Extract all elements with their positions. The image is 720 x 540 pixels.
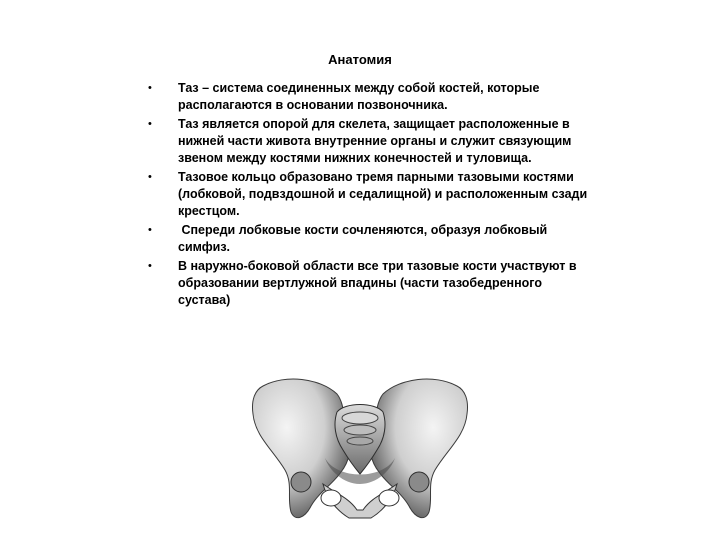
bullet-list xyxy=(148,80,588,311)
bullet-icon: • xyxy=(148,260,152,272)
list-item xyxy=(148,116,588,167)
vertebra xyxy=(344,425,376,435)
bullet-text: Тазовое кольцо образовано тремя парными тазовыми костями (лобковой, подвздошной и седалищной) и расположенным сзади крестцом. xyxy=(178,170,588,218)
bullet-text: В наружно-боковой области все три тазовые кости участвуют в образовании вертлужной впадины (части тазобедренного сустава) xyxy=(178,259,577,307)
left-obturator-foramen xyxy=(321,490,341,506)
bullet-text: Таз – система соединенных между собой костей, которые располагаются в основании позвоночника. xyxy=(178,81,540,112)
list-item xyxy=(148,80,588,114)
pelvis-illustration xyxy=(245,372,475,527)
list-item xyxy=(148,258,588,309)
list-item xyxy=(148,222,588,256)
bullet-text: Таз является опорой для скелета, защищает расположенные в нижней части живота внутренние органы и служит связующим звеном между костями нижних конечностей и туловища. xyxy=(178,117,572,165)
bullet-icon: • xyxy=(148,118,152,130)
bullet-text: Спереди лобковые кости сочленяются, образуя лобковый симфиз. xyxy=(178,223,551,254)
list-item xyxy=(148,169,588,220)
slide-title: Анатомия xyxy=(328,52,392,67)
bullet-icon: • xyxy=(148,171,152,183)
bullet-icon: • xyxy=(148,82,152,94)
bullet-icon: • xyxy=(148,224,152,236)
left-acetabulum xyxy=(291,472,311,492)
vertebra xyxy=(347,437,373,445)
right-acetabulum xyxy=(409,472,429,492)
vertebra xyxy=(342,412,378,424)
right-obturator-foramen xyxy=(379,490,399,506)
